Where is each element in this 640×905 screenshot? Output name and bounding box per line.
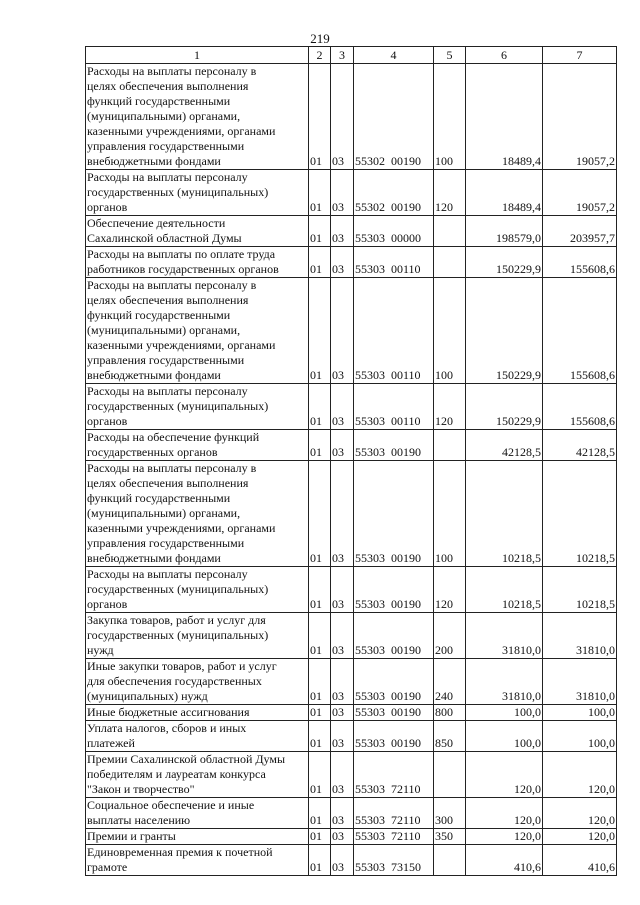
- row-name: Уплата налогов, сборов и иных платежей: [86, 721, 309, 752]
- table-row: [86, 705, 617, 721]
- expense-type-code: 240: [434, 659, 466, 705]
- amount-year-1: 150229,9: [466, 384, 543, 430]
- amount-year-1: 410,6: [466, 845, 543, 876]
- amount-year-1: 120,0: [466, 798, 543, 829]
- subsection-code: 03: [331, 613, 354, 659]
- column-header: 5: [434, 47, 466, 64]
- section-code: 01: [309, 752, 331, 798]
- section-code: 01: [309, 278, 331, 384]
- column-header: 4: [354, 47, 434, 64]
- expense-type-code: 100: [434, 278, 466, 384]
- amount-year-2: 155608,6: [543, 247, 617, 278]
- row-name: Расходы на выплаты персоналу в целях обеспечения выполнения функций государственными (муниципальными) органами, казенными учреждениями, органами управления государственными внебюджетными фондами: [86, 64, 309, 170]
- budget-table: [85, 46, 617, 876]
- section-code: 01: [309, 613, 331, 659]
- target-article-code: 55303 00190: [354, 705, 434, 721]
- expense-type-code: 800: [434, 705, 466, 721]
- target-article-code: 55303 00190: [354, 721, 434, 752]
- target-article-code: 55303 72110: [354, 829, 434, 845]
- target-article-code: 55303 00190: [354, 430, 434, 461]
- amount-year-1: 31810,0: [466, 613, 543, 659]
- amount-year-1: 18489,4: [466, 64, 543, 170]
- target-article-code: 55303 00190: [354, 659, 434, 705]
- amount-year-1: 10218,5: [466, 461, 543, 567]
- column-header: 6: [466, 47, 543, 64]
- amount-year-2: 31810,0: [543, 613, 617, 659]
- table-row: [86, 613, 617, 659]
- target-article-code: 55303 73150: [354, 845, 434, 876]
- page-number: 219: [310, 31, 330, 46]
- expense-type-code: 850: [434, 721, 466, 752]
- expense-type-code: 120: [434, 170, 466, 216]
- row-name: Закупка товаров, работ и услуг для государственных (муниципальных) нужд: [86, 613, 309, 659]
- target-article-code: 55303 00110: [354, 384, 434, 430]
- section-code: 01: [309, 798, 331, 829]
- table-header-row: [86, 47, 617, 64]
- amount-year-1: 120,0: [466, 752, 543, 798]
- section-code: 01: [309, 721, 331, 752]
- table-row: [86, 430, 617, 461]
- table-row: [86, 278, 617, 384]
- subsection-code: 03: [331, 384, 354, 430]
- row-name: Иные бюджетные ассигнования: [86, 705, 309, 721]
- expense-type-code: [434, 752, 466, 798]
- expense-type-code: [434, 216, 466, 247]
- amount-year-2: 155608,6: [543, 278, 617, 384]
- expense-type-code: 120: [434, 384, 466, 430]
- subsection-code: 03: [331, 170, 354, 216]
- expense-type-code: 120: [434, 567, 466, 613]
- row-name: Единовременная премия к почетной грамоте: [86, 845, 309, 876]
- subsection-code: 03: [331, 278, 354, 384]
- subsection-code: 03: [331, 829, 354, 845]
- row-name: Премии Сахалинской областной Думы победителям и лауреатам конкурса "Закон и творчество": [86, 752, 309, 798]
- section-code: 01: [309, 216, 331, 247]
- expense-type-code: 350: [434, 829, 466, 845]
- section-code: 01: [309, 567, 331, 613]
- expense-type-code: [434, 430, 466, 461]
- expense-type-code: 100: [434, 64, 466, 170]
- section-code: 01: [309, 64, 331, 170]
- amount-year-2: 100,0: [543, 705, 617, 721]
- target-article-code: 55303 00110: [354, 247, 434, 278]
- subsection-code: 03: [331, 461, 354, 567]
- target-article-code: 55303 00110: [354, 278, 434, 384]
- table-row: [86, 247, 617, 278]
- subsection-code: 03: [331, 721, 354, 752]
- table-row: [86, 829, 617, 845]
- row-name: Расходы на выплаты персоналу в целях обеспечения выполнения функций государственными (муниципальными) органами, казенными учреждениями, органами управления государственными внебюджетными фондами: [86, 278, 309, 384]
- subsection-code: 03: [331, 659, 354, 705]
- amount-year-1: 10218,5: [466, 567, 543, 613]
- table-row: [86, 659, 617, 705]
- section-code: 01: [309, 659, 331, 705]
- amount-year-2: 155608,6: [543, 384, 617, 430]
- amount-year-1: 198579,0: [466, 216, 543, 247]
- amount-year-2: 100,0: [543, 721, 617, 752]
- section-code: 01: [309, 170, 331, 216]
- column-header: 3: [331, 47, 354, 64]
- table-row: [86, 798, 617, 829]
- row-name: Расходы на выплаты персоналу государственных (муниципальных) органов: [86, 384, 309, 430]
- target-article-code: 55303 00190: [354, 567, 434, 613]
- subsection-code: 03: [331, 247, 354, 278]
- row-name: Расходы на выплаты персоналу в целях обеспечения выполнения функций государственными (муниципальными) органами, казенными учреждениями, органами управления государственными внебюджетными фондами: [86, 461, 309, 567]
- amount-year-2: 42128,5: [543, 430, 617, 461]
- section-code: 01: [309, 430, 331, 461]
- section-code: 01: [309, 705, 331, 721]
- amount-year-1: 120,0: [466, 829, 543, 845]
- table-row: [86, 752, 617, 798]
- amount-year-2: 410,6: [543, 845, 617, 876]
- subsection-code: 03: [331, 845, 354, 876]
- amount-year-2: 10218,5: [543, 461, 617, 567]
- amount-year-2: 203957,7: [543, 216, 617, 247]
- target-article-code: 55303 72110: [354, 752, 434, 798]
- table-row: [86, 170, 617, 216]
- section-code: 01: [309, 384, 331, 430]
- row-name: Расходы на обеспечение функций государственных органов: [86, 430, 309, 461]
- row-name: Обеспечение деятельности Сахалинской областной Думы: [86, 216, 309, 247]
- amount-year-2: 120,0: [543, 798, 617, 829]
- table-row: [86, 461, 617, 567]
- amount-year-1: 150229,9: [466, 278, 543, 384]
- section-code: 01: [309, 247, 331, 278]
- table-row: [86, 384, 617, 430]
- table-row: [86, 721, 617, 752]
- subsection-code: 03: [331, 430, 354, 461]
- table-row: [86, 216, 617, 247]
- column-header: 1: [86, 47, 309, 64]
- amount-year-2: 31810,0: [543, 659, 617, 705]
- amount-year-1: 42128,5: [466, 430, 543, 461]
- subsection-code: 03: [331, 798, 354, 829]
- expense-type-code: [434, 845, 466, 876]
- row-name: Расходы на выплаты персоналу государственных (муниципальных) органов: [86, 567, 309, 613]
- table-row: [86, 567, 617, 613]
- table-row: [86, 845, 617, 876]
- expense-type-code: 300: [434, 798, 466, 829]
- row-name: Расходы на выплаты по оплате труда работников государственных органов: [86, 247, 309, 278]
- column-header: 2: [309, 47, 331, 64]
- amount-year-1: 18489,4: [466, 170, 543, 216]
- amount-year-2: 10218,5: [543, 567, 617, 613]
- subsection-code: 03: [331, 752, 354, 798]
- subsection-code: 03: [331, 705, 354, 721]
- expense-type-code: 100: [434, 461, 466, 567]
- target-article-code: 55302 00190: [354, 170, 434, 216]
- target-article-code: 55303 00190: [354, 613, 434, 659]
- amount-year-2: 120,0: [543, 752, 617, 798]
- expense-type-code: 200: [434, 613, 466, 659]
- row-name: Премии и гранты: [86, 829, 309, 845]
- section-code: 01: [309, 845, 331, 876]
- section-code: 01: [309, 829, 331, 845]
- amount-year-1: 150229,9: [466, 247, 543, 278]
- subsection-code: 03: [331, 567, 354, 613]
- target-article-code: 55303 00190: [354, 461, 434, 567]
- table-row: [86, 64, 617, 170]
- target-article-code: 55302 00190: [354, 64, 434, 170]
- section-code: 01: [309, 461, 331, 567]
- amount-year-1: 31810,0: [466, 659, 543, 705]
- column-header: 7: [543, 47, 617, 64]
- subsection-code: 03: [331, 216, 354, 247]
- amount-year-1: 100,0: [466, 705, 543, 721]
- target-article-code: 55303 00000: [354, 216, 434, 247]
- row-name: Иные закупки товаров, работ и услуг для обеспечения государственных (муниципальных) нужд: [86, 659, 309, 705]
- subsection-code: 03: [331, 64, 354, 170]
- amount-year-2: 120,0: [543, 829, 617, 845]
- row-name: Расходы на выплаты персоналу государственных (муниципальных) органов: [86, 170, 309, 216]
- expense-type-code: [434, 247, 466, 278]
- target-article-code: 55303 72110: [354, 798, 434, 829]
- amount-year-2: 19057,2: [543, 64, 617, 170]
- row-name: Социальное обеспечение и иные выплаты населению: [86, 798, 309, 829]
- amount-year-2: 19057,2: [543, 170, 617, 216]
- amount-year-1: 100,0: [466, 721, 543, 752]
